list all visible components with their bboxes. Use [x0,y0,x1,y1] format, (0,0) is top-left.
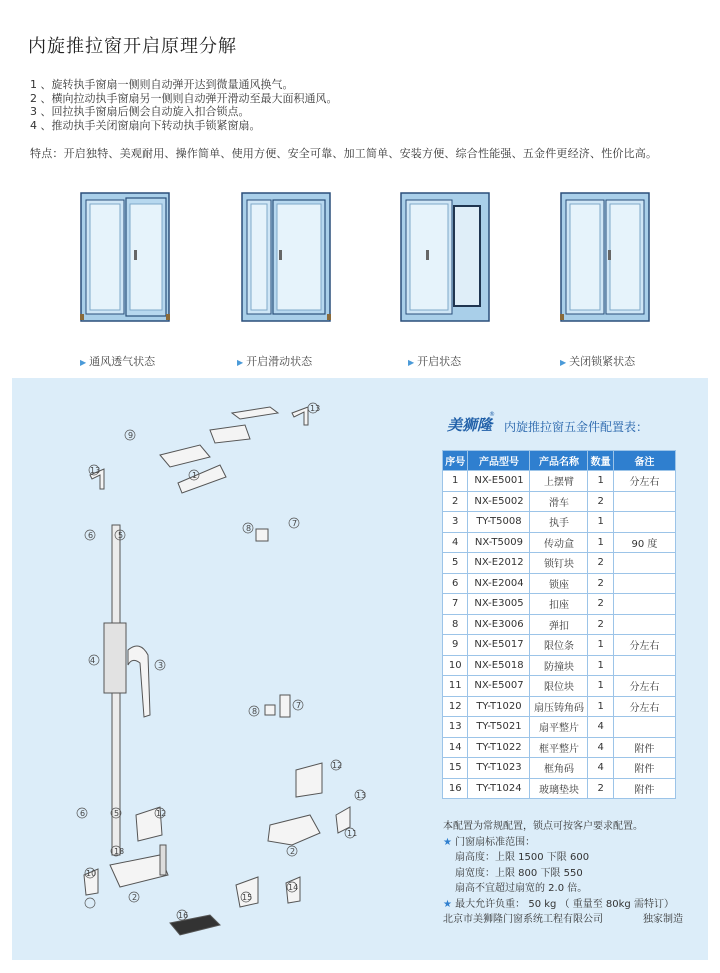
table-cell: 2 [588,778,613,799]
table-row [443,573,676,594]
note-height: 扇高度：上限 1500 下限 600 [455,852,590,863]
table-row [443,471,676,492]
brand-logo: 美狮隆 [447,416,493,434]
hardware-table [442,450,676,799]
col-header-name: 产品名称 [530,451,588,471]
state-label-closed: ▶ 关闭锁紧状态 [560,355,636,368]
callout-11: 11 [347,829,358,838]
table-cell [613,573,675,594]
footer-company-row [443,912,683,928]
table-cell: 扇平整片 [530,717,588,738]
table-cell: 90 度 [613,532,675,553]
table-cell: 8 [443,614,468,635]
note-range-title: ★ 门窗扇标准范围： [443,836,536,848]
table-cell: 扇压铸角码 [530,696,588,717]
star-icon: ★ [443,836,452,848]
callout-3: 3 [158,661,164,670]
table-cell [613,594,675,615]
step-3: 3 、回拉执手窗扇后侧会自动旋入扣合锁点。 [30,105,250,118]
callout-16: 16 [178,911,189,920]
table-cell: TY-T1022 [468,737,530,758]
table-cell: 1 [588,655,613,676]
table-cell: 2 [588,491,613,512]
callout-8: 8 [246,524,252,533]
callout-8b: 8 [252,707,258,716]
table-cell: 5 [443,553,468,574]
table-cell: 13 [443,717,468,738]
table-cell: 2 [588,594,613,615]
callout-13: 13 [310,404,321,413]
triangle-icon: ▶ [237,358,244,367]
step-1: 1 、旋转执手窗扇一侧则自动弹开达到微量通风换气。 [30,78,294,91]
table-row [443,532,676,553]
notes-block [443,819,683,928]
table-cell: 滑车 [530,491,588,512]
table-cell: 弹扣 [530,614,588,635]
callout-6: 6 [88,531,94,540]
table-row [443,737,676,758]
table-cell: 附件 [613,778,675,799]
table-cell: 2 [588,614,613,635]
triangle-icon: ▶ [80,358,87,367]
table-cell: 7 [443,594,468,615]
table-row [443,655,676,676]
table-cell: 3 [443,512,468,533]
steps-list [30,78,338,132]
table-cell: NX-E5007 [468,676,530,697]
table-cell: NX-E5001 [468,471,530,492]
star-icon: ★ [443,898,452,910]
callout-1: 1 [192,471,198,480]
window-sliding-image [241,192,333,324]
callout-12b: 12 [156,809,167,818]
table-cell: 2 [588,553,613,574]
registered-mark: ® [489,411,495,418]
page-title: 内旋推拉窗开启原理分解 [28,36,237,57]
table-cell: 11 [443,676,468,697]
table-cell: 15 [443,758,468,779]
exclusive-made: 独家制造 [643,914,683,925]
table-row [443,717,676,738]
table-header-row [443,451,676,471]
triangle-icon: ▶ [408,358,415,367]
table-cell: 1 [588,696,613,717]
callout-12: 12 [332,761,343,770]
table-cell [613,512,675,533]
col-header-index: 序号 [443,451,468,471]
step-4: 4 、推动执手关闭窗扇向下转动执手锁紧窗扇。 [30,118,261,132]
table-title: 内旋推拉窗五金件配置表： [504,420,649,434]
table-cell: 4 [588,717,613,738]
table-cell: NX-E5002 [468,491,530,512]
table-cell: 限位块 [530,676,588,697]
state-label-sliding: ▶ 开启滑动状态 [237,355,313,368]
callout-10: 10 [86,869,97,878]
table-cell: NX-E2012 [468,553,530,574]
table-cell: 分左右 [613,676,675,697]
table-cell: 防撞块 [530,655,588,676]
window-open-image [400,192,492,324]
table-cell: 限位条 [530,635,588,656]
table-row [443,553,676,574]
table-cell: 2 [443,491,468,512]
table-cell: 附件 [613,737,675,758]
window-closed-image [560,192,652,324]
table-cell: 上摆臂 [530,471,588,492]
table-cell: NX-E5018 [468,655,530,676]
table-row [443,676,676,697]
table-cell: 锁钉块 [530,553,588,574]
callout-13d: 13 [114,847,125,856]
triangle-icon: ▶ [560,358,567,367]
table-cell: NX-E5017 [468,635,530,656]
table-cell: 分左右 [613,471,675,492]
table-cell: NX-E2004 [468,573,530,594]
table-cell [613,614,675,635]
note-width: 扇宽度：上限 800 下限 550 [455,867,583,879]
table-cell: 1 [443,471,468,492]
table-cell: 锁座 [530,573,588,594]
note-ratio: 扇高不宜超过扇宽的 2.0 倍。 [455,883,588,894]
table-cell: NX-E3005 [468,594,530,615]
callout-13b: 13 [90,466,101,475]
col-header-qty: 数量 [588,451,613,471]
table-cell: 9 [443,635,468,656]
table-cell: 附件 [613,758,675,779]
table-cell: 6 [443,573,468,594]
table-row [443,512,676,533]
callout-9: 9 [128,431,134,440]
table-row [443,696,676,717]
table-cell: 1 [588,635,613,656]
callout-7b: 7 [296,701,302,710]
callout-14: 14 [288,883,299,892]
table-cell: 执手 [530,512,588,533]
table-cell: NX-E3006 [468,614,530,635]
table-cell: 10 [443,655,468,676]
features-text: 特点：开启独特、美观耐用、操作简单、使用方便、安全可靠、加工简单、安装方便、综合性能强、五金件更经济、性价比高。 [30,147,658,160]
state-label-ventilation: ▶ 通风透气状态 [80,355,156,368]
table-cell: TY-T1023 [468,758,530,779]
callout-7: 7 [292,519,298,528]
table-cell: TY-T5008 [468,512,530,533]
callout-5: 5 [118,531,124,540]
table-cell: 分左右 [613,696,675,717]
table-cell: 2 [588,573,613,594]
table-cell: TY-T5021 [468,717,530,738]
table-row [443,614,676,635]
table-row [443,594,676,615]
table-row [443,491,676,512]
table-cell: 16 [443,778,468,799]
table-cell: 4 [443,532,468,553]
note-load: ★ 最大允许负重： 50 kg （ 重量至 80kg 需特订） [443,898,674,910]
table-row [443,778,676,799]
callout-13c: 13 [356,791,367,800]
window-ventilation-image [80,192,172,324]
callout-15: 15 [242,893,253,902]
table-cell: 4 [588,737,613,758]
table-cell: TY-T1024 [468,778,530,799]
table-cell: 1 [588,471,613,492]
col-header-model: 产品型号 [468,451,530,471]
table-cell: NX-T5009 [468,532,530,553]
company-name: 北京市美狮隆门窗系统工程有限公司 [443,914,603,925]
table-cell: 扣座 [530,594,588,615]
table-cell: 14 [443,737,468,758]
table-cell [613,553,675,574]
table-cell [613,655,675,676]
callout-5b: 5 [114,809,120,818]
note-config: 本配置为常规配置，锁点可按客户要求配置。 [443,821,643,832]
table-cell: 12 [443,696,468,717]
hardware-exploded-diagram [60,395,380,940]
step-2: 2 、横向拉动执手窗扇另一侧则自动弹开滑动至最大面积通风。 [30,91,338,105]
table-cell: 1 [588,676,613,697]
table-cell: 框角码 [530,758,588,779]
callout-6b: 6 [80,809,86,818]
table-cell: 传动盒 [530,532,588,553]
table-cell: 1 [588,532,613,553]
table-cell: 1 [588,512,613,533]
callout-4: 4 [90,656,96,665]
table-cell: TY-T1020 [468,696,530,717]
state-label-open: ▶ 开启状态 [408,355,462,368]
table-cell [613,491,675,512]
callout-2: 2 [290,847,296,856]
callout-2b: 2 [132,893,138,902]
col-header-note: 备注 [613,451,675,471]
table-cell: 框平整片 [530,737,588,758]
table-cell: 4 [588,758,613,779]
table-cell [613,717,675,738]
table-cell: 玻璃垫块 [530,778,588,799]
table-row [443,758,676,779]
table-cell: 分左右 [613,635,675,656]
table-row [443,635,676,656]
